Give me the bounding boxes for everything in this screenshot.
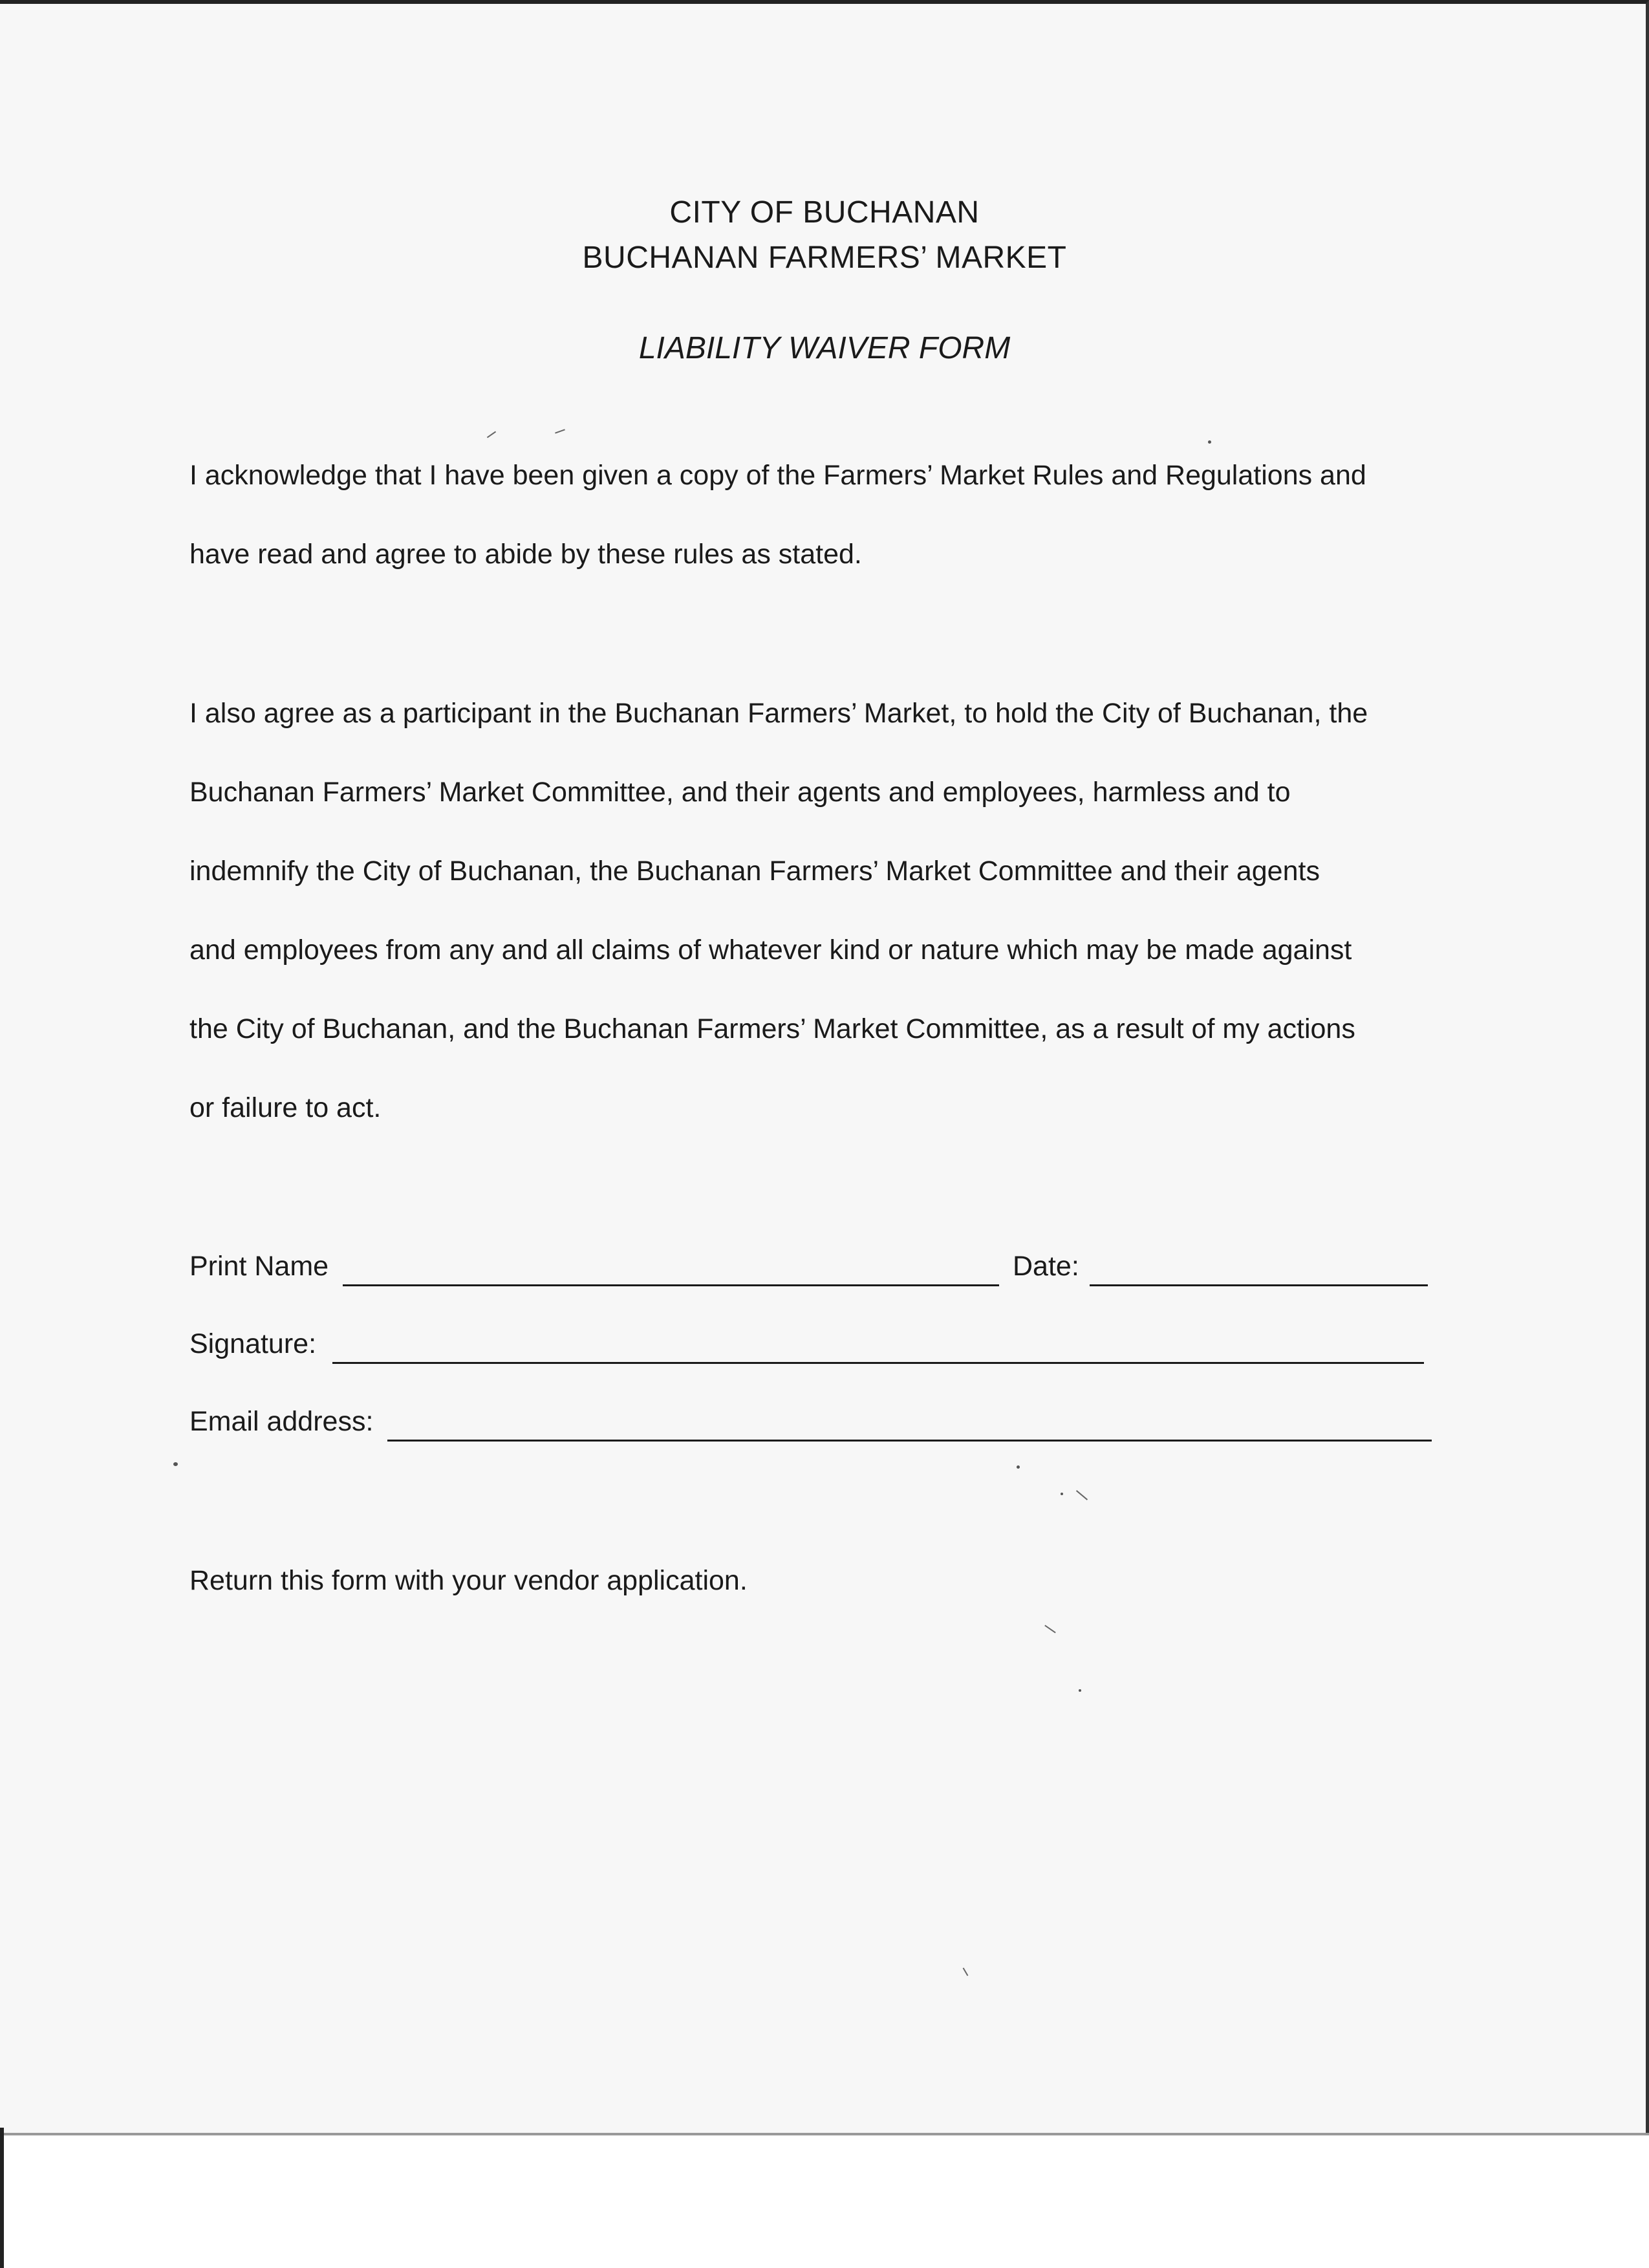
print-name-label: Print Name <box>189 1251 329 1282</box>
email-address-label: Email address: <box>189 1406 374 1437</box>
return-instructions: Return this form with your vendor application. <box>189 1565 748 1596</box>
scan-mark <box>1076 1490 1088 1500</box>
signature-field[interactable] <box>332 1362 1424 1364</box>
paragraph-1-line-2: have read and agree to abide by these rules as stated. <box>189 539 862 570</box>
signature-row <box>189 1328 1450 1367</box>
scan-mark <box>1044 1625 1056 1633</box>
paragraph-1-line-1: I acknowledge that I have been given a copy of the Farmers’ Market Rules and Regulations and <box>189 460 1366 491</box>
print-name-field[interactable] <box>343 1284 999 1286</box>
paragraph-2-line-1: I also agree as a participant in the Buchanan Farmers’ Market, to hold the City of Buchanan, the <box>189 698 1368 729</box>
scan-speck <box>173 1462 178 1466</box>
form-title: LIABILITY WAIVER FORM <box>638 331 1011 365</box>
email-row <box>189 1406 1457 1445</box>
date-label: Date: <box>1013 1251 1079 1282</box>
signature-label: Signature: <box>189 1328 317 1359</box>
paragraph-2-line-3: indemnify the City of Buchanan, the Buchanan Farmers’ Market Committee and their agents <box>189 856 1320 887</box>
scan-speck <box>1208 440 1211 444</box>
scan-speck <box>1017 1465 1020 1469</box>
header-city-name: CITY OF BUCHANAN <box>669 195 980 230</box>
scan-speck <box>1061 1493 1063 1495</box>
header-market-name: BUCHANAN FARMERS’ MARKET <box>582 241 1067 275</box>
scan-speck <box>1079 1689 1081 1692</box>
paragraph-2-line-4: and employees from any and all claims of whatever kind or nature which may be made against <box>189 934 1352 966</box>
paragraph-2-line-2: Buchanan Farmers’ Market Committee, and their agents and employees, harmless and to <box>189 777 1291 808</box>
scan-bottom-edge <box>0 2133 1649 2135</box>
scan-mark <box>487 431 496 438</box>
scan-mark <box>963 1967 969 1976</box>
scan-left-edge <box>0 2128 4 2268</box>
scan-mark <box>555 429 565 433</box>
paragraph-2-line-6: or failure to act. <box>189 1092 382 1123</box>
email-address-field[interactable] <box>387 1440 1432 1442</box>
print-name-date-row <box>189 1251 1450 1290</box>
paragraph-2-line-5: the City of Buchanan, and the Buchanan Farmers’ Market Committee, as a result of my actions <box>189 1013 1355 1044</box>
date-field[interactable] <box>1090 1284 1428 1286</box>
